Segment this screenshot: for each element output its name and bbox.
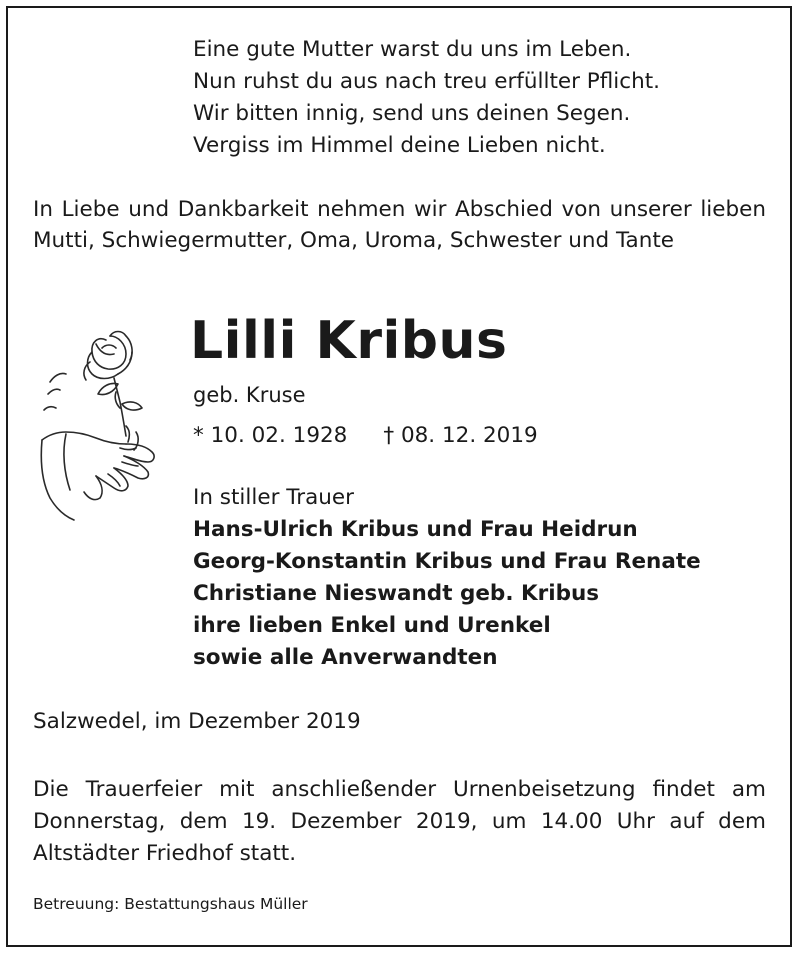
mourner-name: Hans-Ulrich Kribus und Frau Heidrun [193, 517, 638, 542]
place-date: Salzwedel, im Dezember 2019 [33, 709, 361, 734]
poem [193, 34, 660, 162]
death-date: † 08. 12. 2019 [383, 423, 538, 448]
mourner-name: Christiane Nieswandt geb. Kribus [193, 581, 600, 606]
poem-line: Wir bitten innig, send uns deinen Segen. [193, 101, 631, 126]
maiden-name: geb. Kruse [193, 383, 306, 407]
mourner-name: Georg-Konstantin Kribus und Frau Renate [193, 549, 701, 574]
life-dates [193, 420, 538, 452]
mourner-name: ihre lieben Enkel und Urenkel [193, 613, 551, 638]
poem-line: Nun ruhst du aus nach treu erfüllter Pflicht. [193, 69, 660, 94]
rose-in-hand-icon [36, 322, 166, 527]
mourner-name: sowie alle Anverwandten [193, 645, 498, 670]
service-info: Die Trauerfeier mit anschließender Urnenbeisetzung findet am Donnerstag, dem 19. Dezember 2019, um 14.00 Uhr auf dem Altstädter Friedhof statt. [33, 777, 766, 866]
intro-text: In Liebe und Dankbarkeit nehmen wir Abschied von unserer lieben Mutti, Schwiegermutter, Oma, Uroma, Schwester und Tante [33, 197, 766, 253]
mourners-heading: In stiller Trauer [193, 485, 354, 510]
deceased-name: Lilli Kribus [190, 311, 508, 371]
funeral-home-credit: Betreuung: Bestattungshaus Müller [33, 895, 308, 913]
poem-line: Eine gute Mutter warst du uns im Leben. [193, 37, 632, 62]
birth-date: * 10. 02. 1928 [193, 423, 348, 448]
poem-line: Vergiss im Himmel deine Lieben nicht. [193, 133, 606, 158]
mourners-block [193, 482, 701, 674]
